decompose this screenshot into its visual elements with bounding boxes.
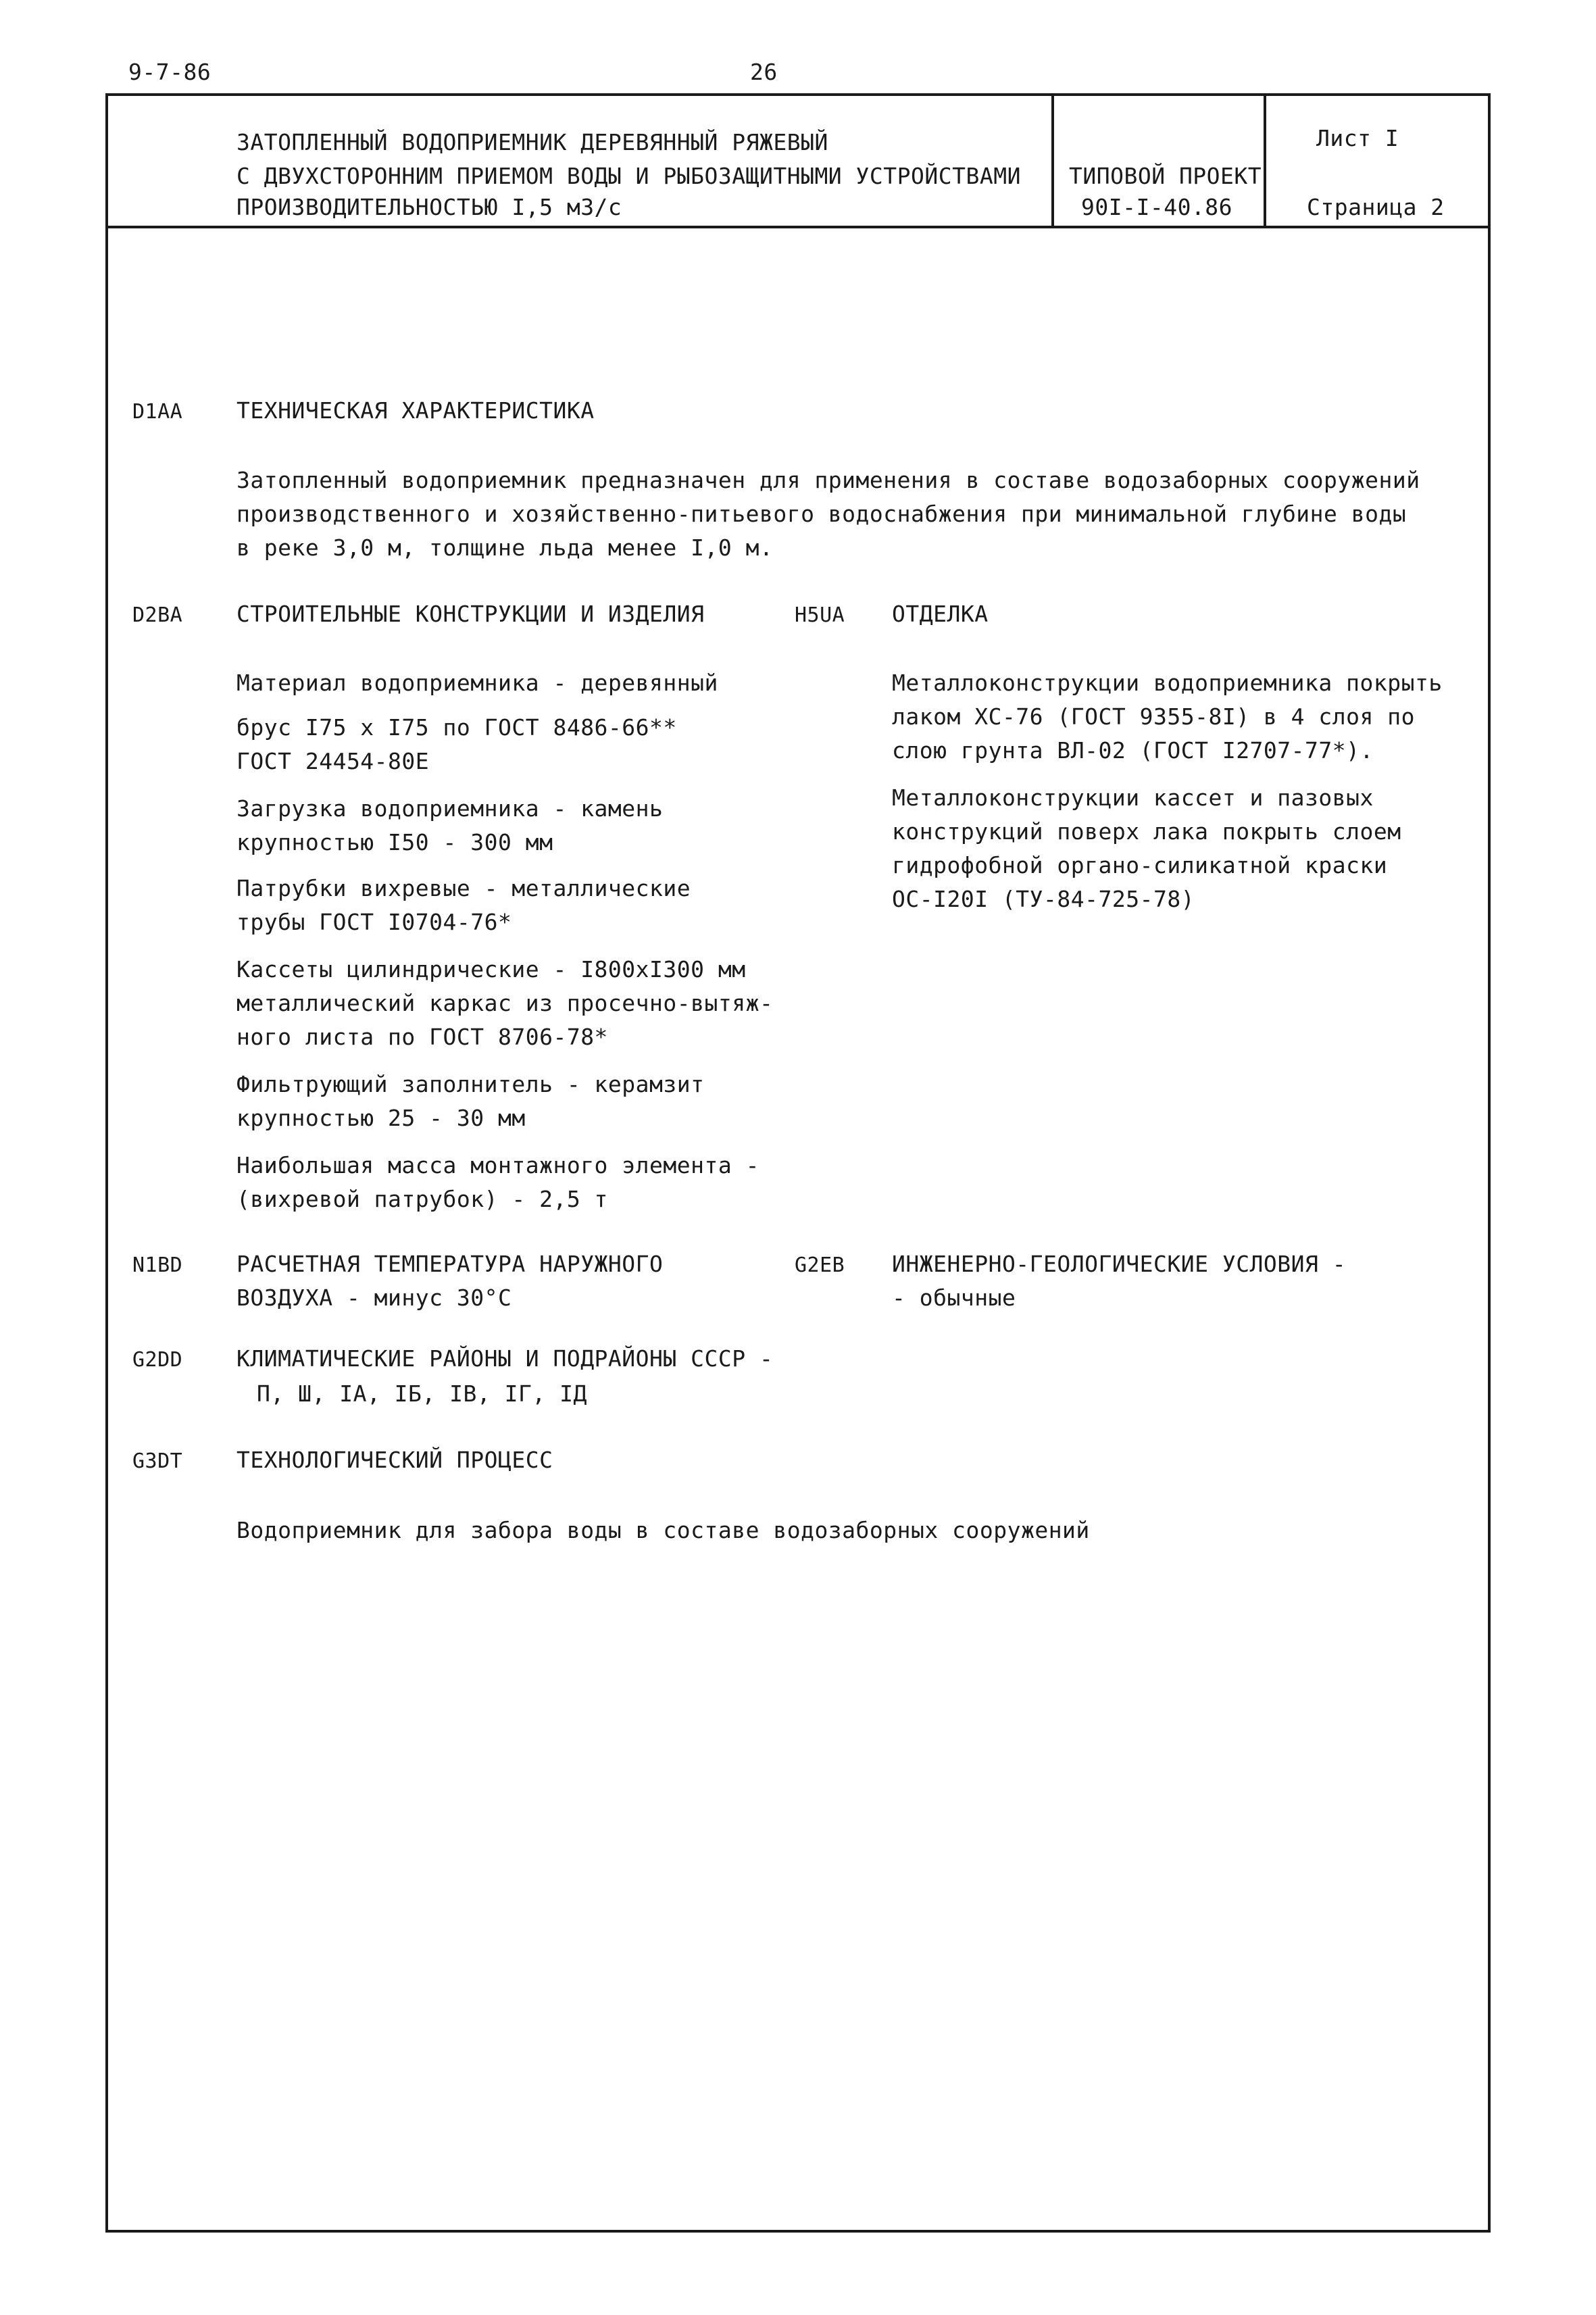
project-number: 90I-I-40.86 — [1081, 194, 1233, 220]
list-line: Фильтрующий заполнитель - керамзит — [236, 1071, 705, 1097]
list-line: лаком ХС-76 (ГОСТ 9355-8I) в 4 слоя по — [892, 703, 1415, 730]
title-line-2: С ДВУХСТОРОННИМ ПРИЕМОМ ВОДЫ И РЫБОЗАЩИТНЫМИ УСТРОЙСТВАМИ — [236, 163, 1021, 189]
page-label: Страница 2 — [1307, 194, 1445, 220]
document-code: 9-7-86 — [128, 59, 211, 85]
list-line: Металлоконструкции водоприемника покрыть — [892, 670, 1443, 696]
sheet-number: Лист I — [1316, 125, 1399, 151]
section-line: ВОЗДУХА - минус 30°С — [236, 1285, 512, 1311]
title-block-separator-2 — [1264, 93, 1266, 227]
title-block-divider — [105, 226, 1491, 228]
section-heading: ТЕХНИЧЕСКАЯ ХАРАКТЕРИСТИКА — [236, 397, 595, 424]
list-line: брус I75 х I75 по ГОСТ 8486-66** — [236, 714, 677, 741]
list-line: гидрофобной органо-силикатной краски — [892, 852, 1388, 878]
title-line-3: ПРОИЗВОДИТЕЛЬНОСТЬЮ I,5 м3/с — [236, 194, 622, 220]
paragraph-line: Затопленный водоприемник предназначен для применения в составе водозаборных сооружений — [236, 467, 1420, 493]
list-line: Кассеты цилиндрические - I800хI300 мм — [236, 956, 746, 982]
paragraph-line: Водоприемник для забора воды в составе водозаборных сооружений — [236, 1517, 1090, 1543]
section-code: G2DD — [132, 1348, 183, 1372]
section-line: КЛИМАТИЧЕСКИЕ РАЙОНЫ И ПОДРАЙОНЫ СССР - — [236, 1345, 774, 1372]
list-line: конструкций поверх лака покрыть слоем — [892, 818, 1401, 845]
project-label: ТИПОВОЙ ПРОЕКТ — [1069, 163, 1262, 189]
list-line: трубы ГОСТ I0704-76* — [236, 909, 512, 935]
list-line: Загрузка водоприемника - камень — [236, 795, 664, 822]
title-line-1: ЗАТОПЛЕННЫЙ ВОДОПРИЕМНИК ДЕРЕВЯННЫЙ РЯЖЕВЫЙ — [236, 129, 828, 155]
section-heading: ОТДЕЛКА — [892, 601, 989, 627]
section-code: N1BD — [132, 1253, 183, 1277]
list-line: Наибольшая масса монтажного элемента - — [236, 1152, 759, 1178]
section-code: D1AA — [132, 400, 183, 424]
page-number: 26 — [750, 59, 778, 85]
list-line: Патрубки вихревые - металлические — [236, 875, 691, 901]
list-line: ного листа по ГОСТ 8706-78* — [236, 1024, 608, 1050]
section-heading: ТЕХНОЛОГИЧЕСКИЙ ПРОЦЕСС — [236, 1447, 553, 1473]
list-line: Металлоконструкции кассет и пазовых — [892, 785, 1374, 811]
section-line: ИНЖЕНЕРНО-ГЕОЛОГИЧЕСКИЕ УСЛОВИЯ - — [892, 1251, 1347, 1277]
section-code: G3DT — [132, 1449, 183, 1473]
section-line: РАСЧЕТНАЯ ТЕМПЕРАТУРА НАРУЖНОГО — [236, 1251, 664, 1277]
section-heading: СТРОИТЕЛЬНЫЕ КОНСТРУКЦИИ И ИЗДЕЛИЯ — [236, 601, 705, 627]
list-line: крупностью I50 - 300 мм — [236, 829, 553, 855]
section-code: H5UA — [795, 603, 845, 627]
title-block-separator-1 — [1051, 93, 1054, 227]
list-line: крупностью 25 - 30 мм — [236, 1105, 526, 1131]
list-line: металлический каркас из просечно-вытяж- — [236, 990, 774, 1016]
list-line: слою грунта ВЛ-02 (ГОСТ I2707-77*). — [892, 737, 1374, 764]
list-line: (вихревой патрубок) - 2,5 т — [236, 1186, 608, 1212]
paragraph-line: в реке 3,0 м, толщине льда менее I,0 м. — [236, 534, 774, 561]
section-code: D2BA — [132, 603, 183, 627]
section-line: П, Ш, IА, IБ, IВ, IГ, IД — [257, 1380, 587, 1407]
list-line: Материал водоприемника - деревянный — [236, 670, 718, 696]
section-code: G2EB — [795, 1253, 845, 1277]
paragraph-line: производственного и хозяйственно-питьевого водоснабжения при минимальной глубине воды — [236, 501, 1407, 527]
list-line: ГОСТ 24454-80Е — [236, 748, 430, 774]
list-line: ОС-I20I (ТУ-84-725-78) — [892, 886, 1195, 912]
section-line: - обычные — [892, 1285, 1016, 1311]
